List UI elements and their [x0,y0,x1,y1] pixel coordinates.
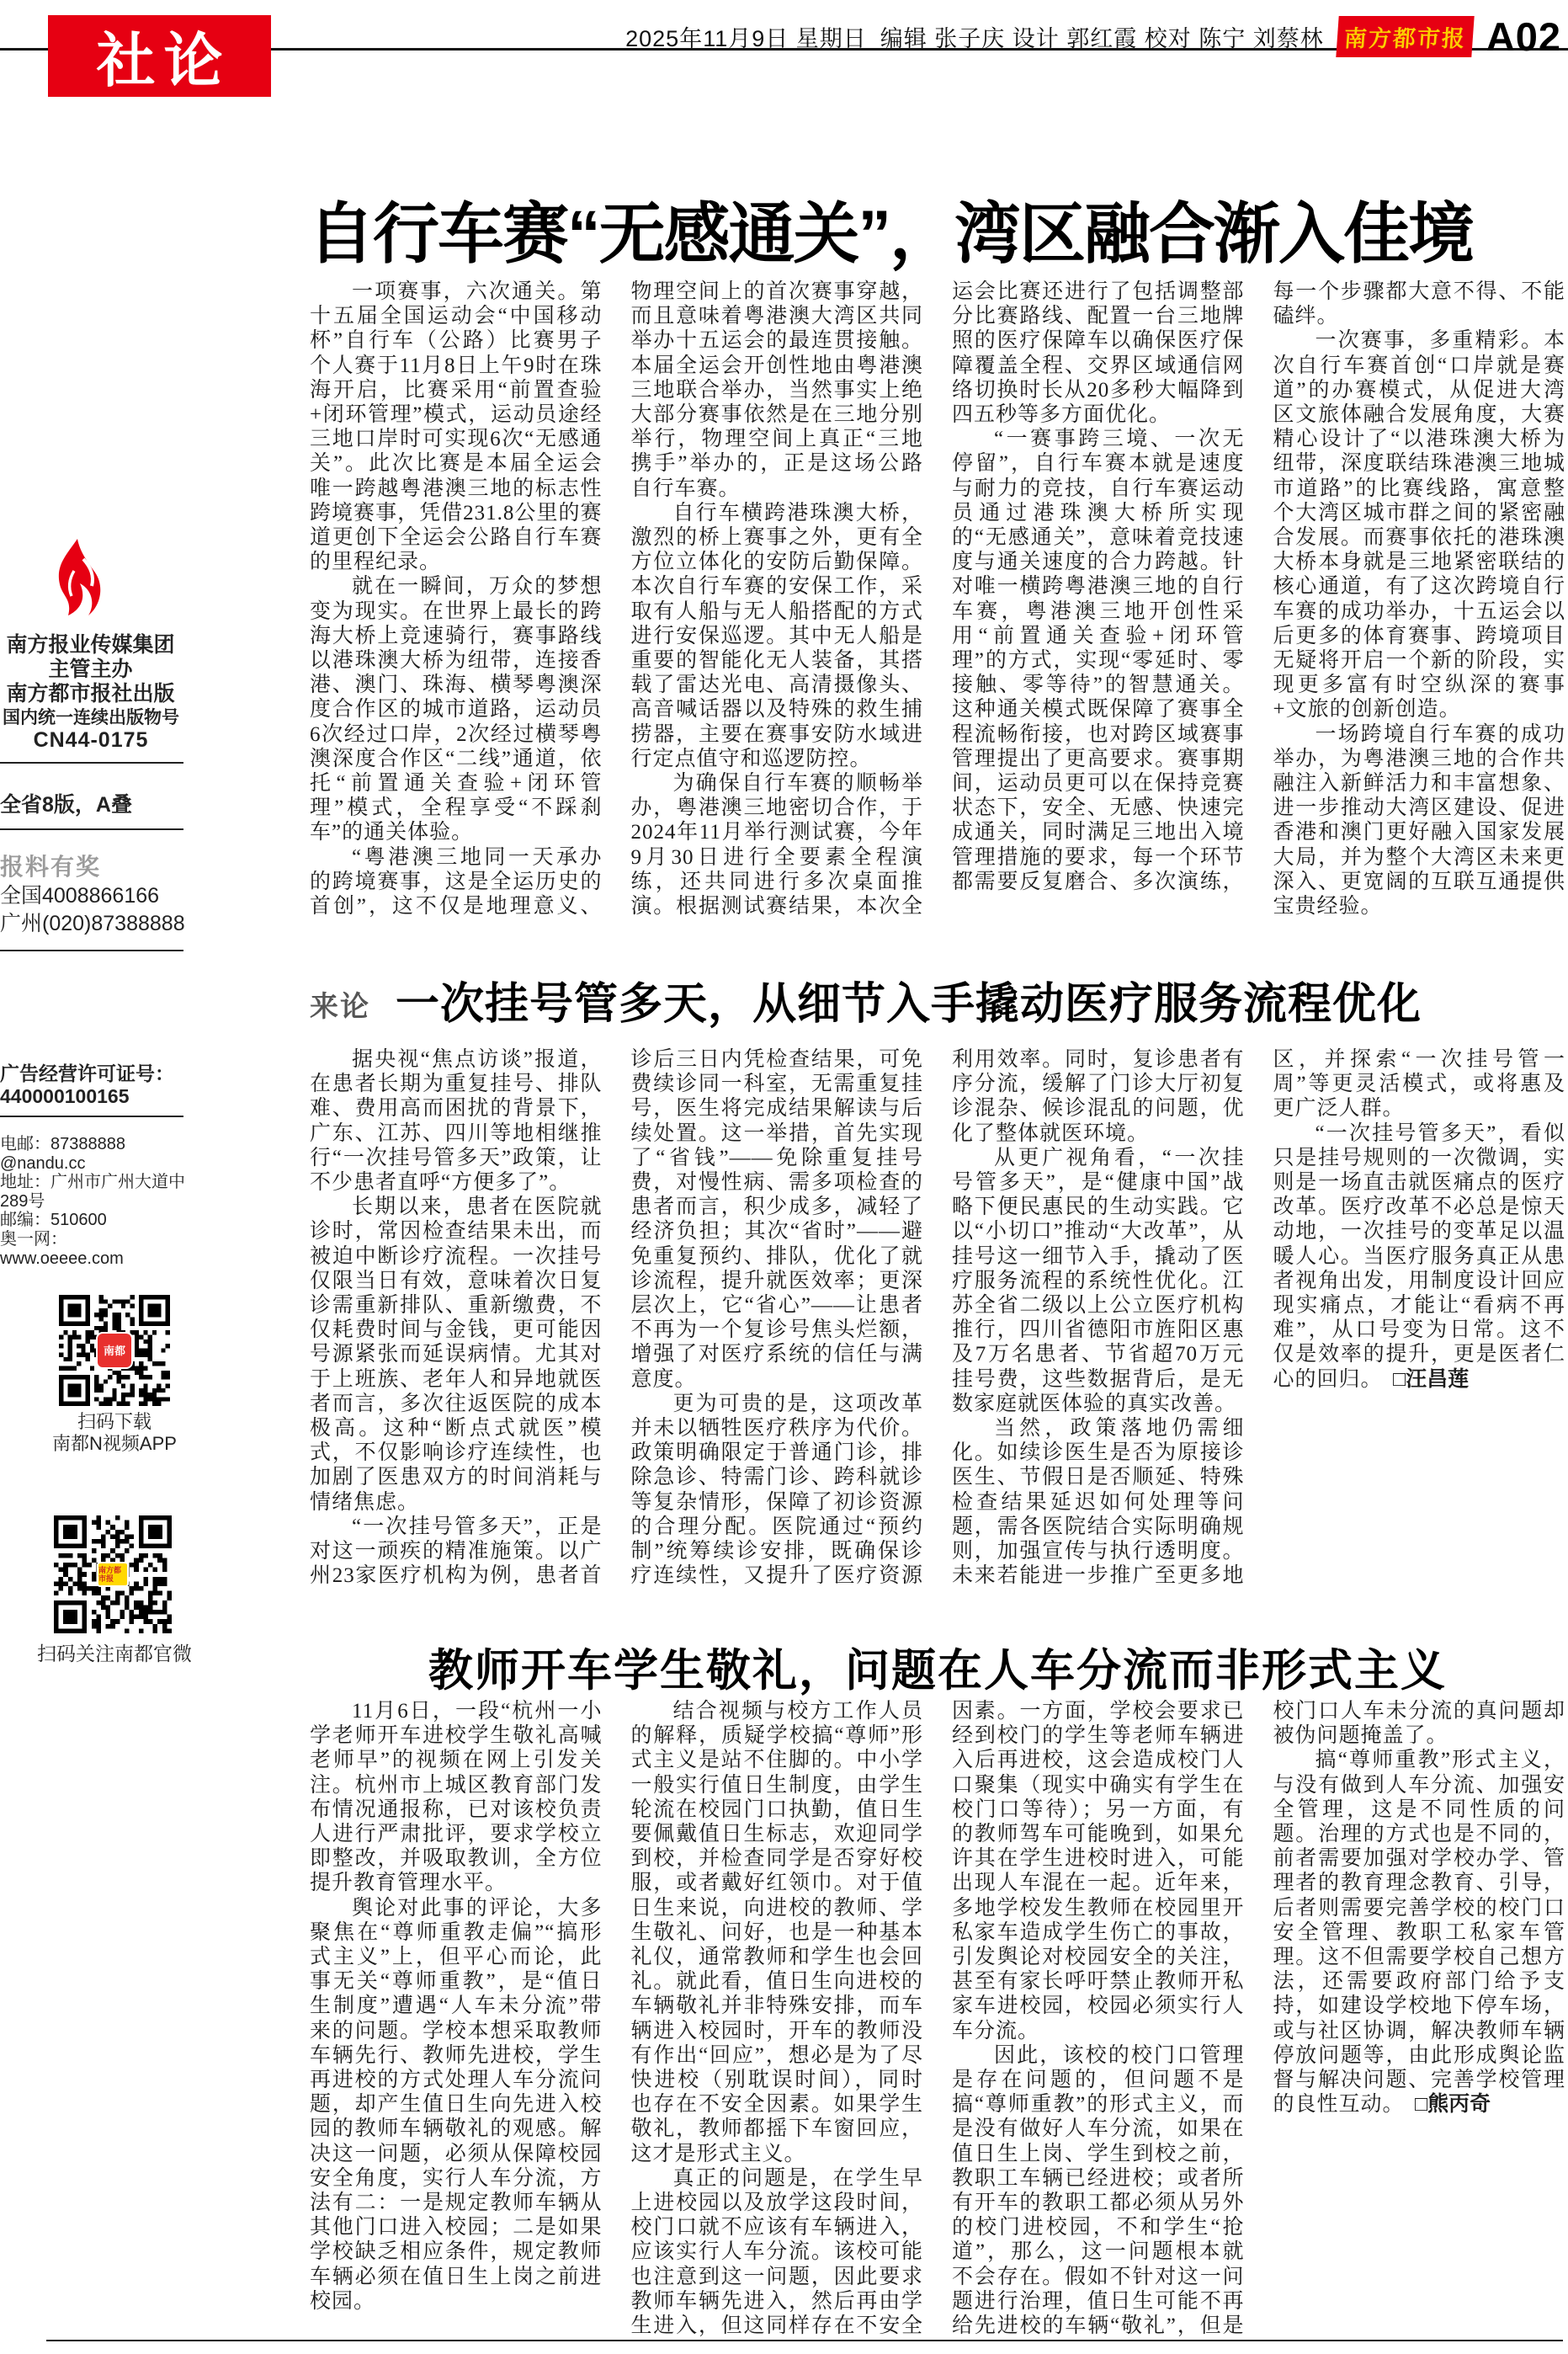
article2-kicker: 来论 [310,991,370,1023]
text-line: 地址：广州市广州大道中 [0,1173,185,1192]
page-bottom-rule [46,2340,1563,2341]
issn-label: 国内统一连续出版物号 [3,708,179,727]
issn-block [0,707,189,751]
flame-logo-icon [49,537,103,618]
qr-code-weibo [54,1515,172,1633]
staff-credits: 编辑 张子庆 设计 郭红霞 校对 陈宁 刘蔡林 [880,26,1324,51]
masthead-logo: 南方都市报 [1336,16,1474,57]
article1-headline: 自行车赛“无感通关”，湾区融合渐入佳境 [308,196,1473,271]
text-line: 奥一网： [0,1229,67,1249]
text-line: 扫码下载 [77,1411,151,1432]
text-line: 440000100165 [0,1085,130,1107]
nandu-app-icon [96,1332,133,1369]
sidebar-divider [0,828,183,830]
text-line: 289号 [0,1191,45,1211]
sidebar-divider [0,762,183,764]
article3-body [310,1699,1565,2344]
article1-body [310,280,1565,943]
text-line: @nandu.cc [0,1153,86,1173]
paragraph: 一项赛事，六次通关。第十五届全国运动会“中国移动杯”自行车（公路）比赛男子个人赛于11月8日上午9时在珠海开启，比赛采用“前置查验+闭环管理”模式，运动员途经三地口岸时可实现6次“无感通关”。此次比赛是本届全运会唯一跨越粤港澳三地的标志性跨境赛事，凭借231.8公里的赛道更创下全运会公路自行车赛的里程纪录。 [310,280,603,574]
paragraph: “一次挂号管多天”，看似只是挂号规则的一次微调，实则是一场直击就医痛点的医疗改革。医疗改革不必总是惊天动地，一次挂号的变革足以温暖人心。当医疗服务真正从患者视角出发，用制度设计回应现实痛点，才能让“看病不再难”，从口号变为日常。这不仅是效率的提升，更是医者仁心的回归。 □汪昌莲 [1273,1121,1565,1391]
article3-headline: 教师开车学生敬礼，问题在人车分流而非形式主义 [428,1646,1447,1696]
paragraph: 自行车横跨港珠澳大桥，激烈的桥上赛事之外，更有全方位立体化的安防后勤保障。本次自行车赛的安保工作，采取有人船与无人船搭配的方式进行安保巡逻。其中无人船是重要的智能化无人装备，其搭载了雷达光电、高清摄像头、高音喊话器以及特殊的救生捕捞器，主要在赛事安防水域进行定点值守和巡逻防控。 [630,501,923,770]
qr-app-caption [17,1411,212,1455]
text-line: 扫码关注南都官微 [37,1643,192,1664]
paragraph: 结合视频与校方工作人员的解释，质疑学校搞“尊师”形式主义是站不住脚的。中小学一般实行值日生制度，由学生轮流在校园门口执勤，值日生要佩戴值日生标志，欢迎同学到校，并检查同学是否穿好校服，或者戴好红领巾。对于值日生来说，向进校的教师、学生敬礼、问好，也是一种基本礼仪，通常教师和学生也会回礼。就此看，值日生向进校的车辆敬礼并非特殊安排，而车辆进入校园时，开车的教师没有作出“回应”，想必是为了尽快进校（别耽误时间），同时也存在不安全因素。如果学生敬礼，教师都摇下车窗回应，这才是形式主义。 [630,1700,923,2165]
qr-code-app [59,1295,170,1406]
nandu-app-icon-label: 南都 [103,1344,125,1357]
section-label-box [48,15,271,97]
text-line: 南都N视频APP [52,1433,177,1454]
publisher-block [0,633,181,706]
text-line: 邮编：510600 [0,1211,107,1230]
paragraph: 舆论对此事的评论，大多聚焦在“尊师重教走偏”“搞形式主义”上，但平心而论，此事无关“尊师重教”，是“值日生制度”遭遇“人车未分流”带来的问题。学校本想采取教师车辆先行、教师先进校，学生再进校的方式处理人车分流问题，却产生值日生向先进入校园的教师车辆敬礼的观感。解决这一问题，必须从保障校园安全角度，实行人车分流，方法有二：一是规定教师车辆从其他门口进入校园；二是如果学校缺乏相应条件，规定教师车辆必须在值日生上岗之前进校园。 [310,1896,603,2313]
paragraph: 更为可贵的是，这项改革并未以牺牲医疗秩序为代价。政策明确限定于普通门诊，排除急诊、特需门诊、跨科就诊等复杂情形，保障了初诊资源的合理分配。医院通过“预约制”统筹续诊安排，既确保诊疗连续性，又提升了医疗资源利用效率。同时，复诊患者有序分流，缓解了门诊大厅初复诊混杂、候诊混乱的问题，优化了整体就医环境。 [630,1048,1245,1588]
edition-info: 全省8版，A叠 [0,793,132,817]
text-line: 主管主办 [48,658,133,681]
paragraph: 就在一瞬间，万众的梦想变为现实。在世界上最长的跨海大桥上竞速骑行，赛事路线以港珠澳大桥为纽带，连接香港、澳门、珠海、横琴粤澳深度合作区的城市道路，运动员6次经过口岸，2次经过横琴粤澳深度合作区“二线”通道，依托“前置通关查验+闭环管理”模式，全程享受“不踩刹车”的通关体验。 [310,575,603,844]
contact-block [0,1135,185,1268]
text-line: 全国4008866166 [0,884,160,908]
byline: □熊丙奇 [1394,2093,1491,2117]
paragraph: 当然，政策落地仍需细化。如续诊医生是否为原接诊医生、节假日是否顺延、特殊检查结果延迟如何处理等问题，需各医院结合实际明确规则，加强宣传与执行透明度。未来若能进一步推广至更多地区，并探索“一次挂号管一周”等更灵活模式，或将惠及更广泛人群。 [952,1048,1565,1588]
paragraph: “一赛事跨三境、一次无停留”，自行车赛本就是速度与耐力的竞技，自行车赛运动员通过港珠澳大桥所实现的“无感通关”，意味着竞技速度与通关速度的合力跨越。针对唯一横跨粤港澳三地的自行车赛，粤港澳三地开创性采用“前置通关查验+闭环管理”的方式，实现“零延时、零接触、零等待”的智慧通关。这种通关模式既保障了赛事全程流畅衔接，也对跨区域赛事管理提出了更高要求。赛事期间，运动员更可以在保持竞赛状态下，安全、无感、快速完成通关，同时满足三地出入境管理措施的要求，每一个环节都需要反复磨合、多次演练，每一个步骤都大意不得、不能磕绊。 [952,280,1565,893]
text-line: 南方报业传媒集团 [6,633,175,657]
text-line: 广州(020)87388888 [0,912,185,935]
article2-headline: 一次挂号管多天，从细节入手撬动医疗服务流程优化 [396,980,1422,1029]
text-line: www.oeeee.com [0,1249,124,1268]
ad-license [0,1062,174,1108]
tips-title: 报料有奖 [0,854,102,880]
sidebar-divider [0,1116,183,1117]
issn-number: CN44-0175 [33,728,149,752]
qr-weibo-caption [8,1638,221,1666]
text-line: 广告经营许可证号： [0,1062,174,1084]
paragraph: 搞“尊师重教”形式主义，与没有做到人车分流、加强安全管理，这是不同性质的问题。治理的方式也是不同的，前者需要加强对学校办学、管理者的教育理念教育、引导，后者则需要完善学校的校门口安全管理、教职工私家车管理。这不但需要学校自己想方法，还需要政府部门给予支持，如建设学校地下停车场，或与社区协调，解决教师车辆停放问题等，由此形成舆论监督与解决问题、完善学校管理的良性互动。 □熊丙奇 [1273,1749,1565,2117]
sidebar-divider [0,950,183,951]
article2-body [310,1047,1565,1595]
paragraph: “粤港澳三地同一天承办的跨境赛事，这是全运历史的首创”，这不仅是地理意义、物理空间上的首次赛事穿越，而且意味着粤港澳大湾区共同举办十五运会的最连贯接触。本届全运会开创性地由粤港澳三地联合举办，当然事实上绝大部分赛事依然是在三地分别举行，物理空间上真正“三地携手”举办的，正是这场公路自行车赛。 [310,280,923,919]
text-line: 南方都市报社出版 [6,682,175,706]
paragraph: 11月6日，一段“杭州一小学老师开车进校学生敬礼高喊老师早”的视频在网上引发关注。杭州市上城区教育部门发布情况通报称，已对该校负责人进行严肃批评，要求学校立即整改，并吸取教训，全方位提升教育管理水平。 [310,1700,603,1895]
nandu-weibo-icon-label: 南方都市报 [98,1566,122,1583]
section-label: 社论 [96,28,231,93]
paragraph: 真正的问题是，在学生早上进校园以及放学这段时间，校门口就不应该有车辆进入，应该实行人车分流。该校可能也注意到这一问题，因此要求教师车辆先进入，然后再由学生进入，但这同样存在不安全因素。一方面，学校会要求已经到校门的学生等老师车辆进入后再进校，这会造成校门人口聚集（现实中确实有学生在校门口等待）；另一方面，有的教师驾车可能晚到，如果允许其在学生进校时进入，可能出现人车混在一起。近年来，多地学校发生教师在校园里开私家车造成学生伤亡的事故，引发舆论对校园安全的关注，甚至有家长呼吁禁止教师开私家车进校园，校园必须实行人车分流。 [630,1700,1245,2338]
paragraph: 长期以来，患者在医院就诊时，常因检查结果未出，而被迫中断诊疗流程。一次挂号仅限当日有效，意味着次日复诊需重新排队、重新缴费，不仅耗费时间与金钱，更可能因号源紧张而延误病情。尤其对于上班族、老年人和异地就医者而言，多次往返医院的成本极高。这种“断点式就医”模式，不仅影响诊疗连续性，也加剧了医患双方的时间消耗与情绪焦虑。 [310,1196,603,1514]
tips-phones [0,882,185,938]
paragraph: 为确保自行车赛的顺畅举办，粤港澳三地密切合作，于2024年11月举行测试赛，今年9月30日进行全要素全程演练，还共同进行多次桌面推演。根据测试赛结果，本次全运会比赛还进行了包括调整部分比赛路线、配置一台三地牌照的医疗保障车以确保医疗保障覆盖全程、交界区域通信网络切换时长从20多秒大幅降到四五秒等多方面优化。 [630,280,1245,919]
page-number: A02 [1486,14,1561,59]
paragraph: 因此，该校的校门口管理是存在问题的，但问题不是搞“尊师重教”的形式主义，而是没有做好人车分流，如果在值日生上岗、学生到校之前，教职工车辆已经进校；或者所有开车的教职工都必须从另外的校门进校园，不和学生“抢道”，那么，这一问题根本就不会存在。假如不针对这一问题进行治理，值日生可能不再给先进校的车辆“敬礼”，但是校门口人车未分流的真问题却被伪问题掩盖了。 [952,1700,1565,2338]
text-line: 电邮：87388888 [0,1135,125,1153]
paragraph: “一次挂号管多天”，正是对这一顽疾的精准施策。以广州23家医疗机构为例，患者首诊后三日内凭检查结果，可免费续诊同一科室，无需重复挂号，医生将完成结果解读与后续处置。这一举措，首先实现了“省钱”——免除重复挂号费，对慢性病、需多项检查的患者而言，积少成多，减轻了经济负担；其次“省时”——避免重复预约、排队，优化了就诊流程，提升就医效率；更深层次上，它“省心”——让患者不再为一个复诊号焦头烂额，增强了对医疗系统的信任与满意度。 [310,1048,923,1588]
paragraph: 据央视“焦点访谈”报道，在患者长期为重复挂号、排队难、费用高而困扰的背景下，广东、江苏、四川等地相继推行“一次挂号管多天”政策，让不少患者直呼“方便多了”。 [310,1048,603,1195]
header-meta [625,13,1561,60]
paragraph: 一场跨境自行车赛的成功举办，为粤港澳三地的合作共融注入新鲜活力和丰富想象、进一步推动大湾区建设、促进香港和澳门更好融入国家发展大局，并为整个大湾区未来更深入、更宽阔的互联互通提供宝贵经验。 [1273,722,1565,919]
byline: □汪昌莲 [1372,1367,1470,1391]
paragraph: 从更广视角看，“一次挂号管多天”，是“健康中国”战略下便民惠民的生动实践。它以“小切口”推动“大改革”，从挂号这一细节入手，撬动了医疗服务流程的系统性优化。江苏全省二级以上公立医疗机构推行，四川省德阳市旌阳区惠及7万名患者、节省超70万元挂号费，这些数据背后，是无数家庭就医体验的真实改善。 [952,1146,1245,1415]
dateline: 2025年11月9日 星期日 [625,26,867,51]
nandu-weibo-icon [97,1562,129,1587]
paragraph: 一次赛事，多重精彩。本次自行车赛首创“口岸就是赛道”的办赛模式，从促进大湾区文旅体融合发展角度，大赛精心设计了“以港珠澳大桥为纽带，深度联结珠港澳三地城市道路”的比赛线路，寓意整个大湾区城市群之间的紧密融合发展。而赛事依托的港珠澳大桥本身就是三地紧密联结的核心通道，有了这次跨境自行车赛的成功举办，十五运会以后更多的体育赛事、跨境项目无疑将开启一个新的阶段，实现更多富有时空纵深的赛事+文旅的创新创造。 [1273,329,1565,722]
